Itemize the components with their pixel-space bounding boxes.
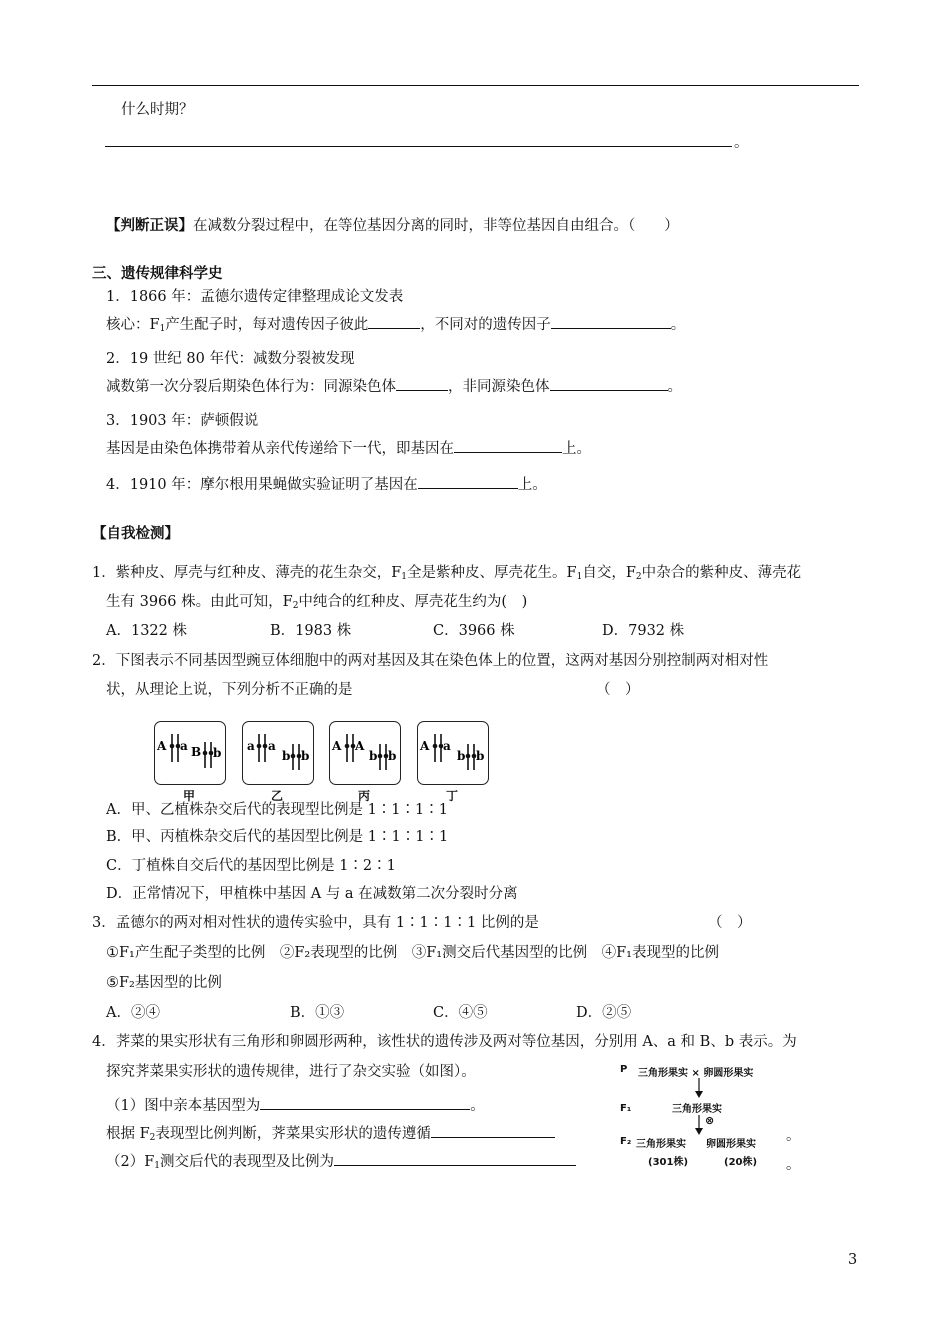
blank-parent-genotype[interactable] [260, 1094, 470, 1110]
cell-label-jia: 甲 [182, 789, 195, 803]
svg-text:b: b [457, 749, 466, 763]
blank-gene-location[interactable] [454, 437, 562, 453]
svg-text:a: a [268, 739, 276, 753]
svg-text:b: b [476, 749, 485, 763]
blank-morgan[interactable] [418, 473, 518, 489]
q3-items-line1: ①F₁产生配子类型的比例 ②F₂表现型的比例 ③F₁测交后代基因型的比例 ④F₁表现型的比例 [106, 945, 719, 961]
history-item-4: 4．1910 年：摩尔根用果蝇做实验证明了基因在 上。 [106, 473, 547, 495]
q4-sub2: $(2)F_1$测交后代的表现型及比例为 [106, 1150, 576, 1176]
cross-p-text: 三角形果实 × 卵圆形果实 [638, 1068, 754, 1079]
answer-end-mark: 。 [734, 135, 749, 151]
q3-items-line2: ⑤F₂基因型的比例 [106, 975, 222, 991]
blank-combine[interactable] [551, 313, 671, 329]
q3-option-c[interactable]: C．④⑤ [433, 1005, 488, 1021]
q2-option-a[interactable]: A．甲、乙植株杂交后代的表现型比例是 1∶1∶1∶1 [106, 802, 448, 818]
cell-label-bing: 丙 [357, 789, 370, 803]
svg-text:A: A [332, 739, 342, 753]
q2-option-c[interactable]: C．丁植株自交后代的基因型比例是 1∶2∶1 [106, 858, 396, 874]
down-arrow-icon [694, 1077, 704, 1099]
svg-text:b: b [388, 749, 397, 763]
cell-label-yi: 乙 [270, 789, 283, 803]
svg-text:A: A [420, 739, 430, 753]
judge-statement [106, 216, 679, 236]
svg-text:a: a [247, 739, 255, 753]
cell-yi [242, 721, 314, 785]
svg-text:b: b [301, 749, 310, 763]
continuation-question: 什么时期？ [121, 102, 194, 118]
q1-option-c[interactable]: C．3966 株 [433, 623, 515, 639]
q4-sub1: （1）图中亲本基因型为 。 [106, 1094, 485, 1116]
chromosome-pair-icon [243, 722, 313, 784]
cross-f1-label: F₁ [620, 1103, 632, 1114]
blank-homologous[interactable] [396, 375, 448, 391]
q1-option-b[interactable]: B．1983 株 [270, 623, 352, 639]
q2-line1: 2．下图表示不同基因型豌豆体细胞中的两对基因及其在染色体上的位置，这两对基因分别控制两对相对性 [92, 653, 769, 669]
history-item-3-line: 基因是由染色体携带着从亲代传递给下一代，即基因在 上。 [106, 437, 591, 459]
chromosome-pair-icon [330, 722, 400, 784]
q1-line1: 1．紫种皮、厚壳与红种皮、薄壳的花生杂交，$F_1$全是紫种皮、厚壳花生。$F_1$自交，$F_2$中杂合的紫种皮、薄壳花 [92, 565, 802, 582]
q2-answer-paren[interactable]: （ ） [596, 682, 640, 698]
cross-f2-oval-count: (20株) [724, 1157, 758, 1168]
svg-text:a: a [443, 739, 451, 753]
cross-p-label: P [620, 1064, 628, 1075]
q3-option-a[interactable]: A．②④ [106, 1005, 160, 1021]
q3-answer-paren[interactable]: （ ） [708, 915, 752, 931]
q1-option-d[interactable]: D．7932 株 [602, 623, 685, 639]
cell-bing [329, 721, 401, 785]
q3-option-d[interactable]: D．②⑤ [576, 1005, 632, 1021]
history-item-1-title: 1．1866 年：孟德尔遗传定律整理成论文发表 [106, 289, 404, 305]
q2-line2: 状，从理论上说，下列分析不正确的是 [106, 682, 353, 698]
cell-label-ding: 丁 [445, 789, 458, 803]
svg-text:b: b [282, 749, 291, 763]
q2-option-d[interactable]: D．正常情况下，甲植株中基因 A 与 a 在减数第二次分裂时分离 [106, 886, 518, 902]
blank-testcross-ratio[interactable] [334, 1150, 576, 1166]
header-rule [92, 85, 859, 86]
q1-line2: 生有 3966 株。由此可知，$F_2$中纯合的红种皮、厚壳花生约为( ) [106, 594, 528, 611]
down-arrow-icon [694, 1114, 704, 1136]
svg-text:A: A [355, 739, 365, 753]
judge-text: 在减数分裂过程中，在等位基因分离的同时，非等位基因自由组合。（ ） [193, 218, 679, 234]
self-check-heading: 【自我检测】 [92, 525, 179, 542]
history-item-2-line: 减数第一次分裂后期染色体行为：同源染色体 ，非同源染色体 。 [106, 375, 682, 397]
self-cross-icon: ⊗ [705, 1114, 715, 1127]
blank-inheritance-law[interactable] [431, 1122, 555, 1138]
cell-ding [417, 721, 489, 785]
q4-sub2-end: 。 [786, 1157, 801, 1173]
cross-f2-triangle-count: (301株) [648, 1157, 689, 1168]
judge-label: 【判断正误】 [106, 217, 193, 234]
cell-jia [154, 721, 226, 785]
blank-separate[interactable] [368, 313, 420, 329]
q2-option-b[interactable]: B．甲、丙植株杂交后代的基因型比例是 1∶1∶1∶1 [106, 829, 449, 845]
chromosome-pair-icon [155, 722, 225, 784]
q4-sub1b-end: 。 [786, 1128, 801, 1144]
cross-f1-text: 三角形果实 [672, 1104, 722, 1115]
cross-f2-label: F₂ [620, 1136, 632, 1147]
svg-text:b: b [213, 746, 222, 760]
q4-line1: 4．荠菜的果实形状有三角形和卵圆形两种，该性状的遗传涉及两对等位基因，分别用 A、a 和 B、b 表示。为 [92, 1034, 797, 1050]
section3-heading: 三、遗传规律科学史 [92, 265, 223, 282]
history-item-2-title: 2．19 世纪 80 年代：减数分裂被发现 [106, 351, 355, 367]
history-item-1-line: 核心：$F_1$产生配子时，每对遗传因子彼此 ，不同对的遗传因子 。 [106, 313, 685, 339]
cross-f2-oval: 卵圆形果实 [706, 1139, 756, 1150]
blank-nonhomologous[interactable] [550, 375, 668, 391]
svg-text:A: A [157, 739, 167, 753]
q1-option-a[interactable]: A．1322 株 [106, 623, 187, 639]
q4-sub1b: 根据 $F_2$表现型比例判断，荠菜果实形状的遗传遵循 [106, 1122, 555, 1148]
svg-text:b: b [369, 749, 378, 763]
svg-text:a: a [180, 739, 188, 753]
history-item-3-title: 3．1903 年：萨顿假说 [106, 413, 259, 429]
q3-stem: 3．孟德尔的两对相对性状的遗传实验中，具有 1∶1∶1∶1 比例的是 [92, 915, 539, 931]
q3-option-b[interactable]: B．①③ [290, 1005, 345, 1021]
page-number: 3 [848, 1252, 858, 1268]
q4-line2: 探究荠菜果实形状的遗传规律，进行了杂交实验（如图）。 [106, 1064, 476, 1080]
answer-line[interactable] [105, 146, 732, 147]
svg-text:B: B [191, 745, 202, 759]
cross-f2-triangle: 三角形果实 [636, 1139, 686, 1150]
chromosome-pair-icon [418, 722, 488, 784]
